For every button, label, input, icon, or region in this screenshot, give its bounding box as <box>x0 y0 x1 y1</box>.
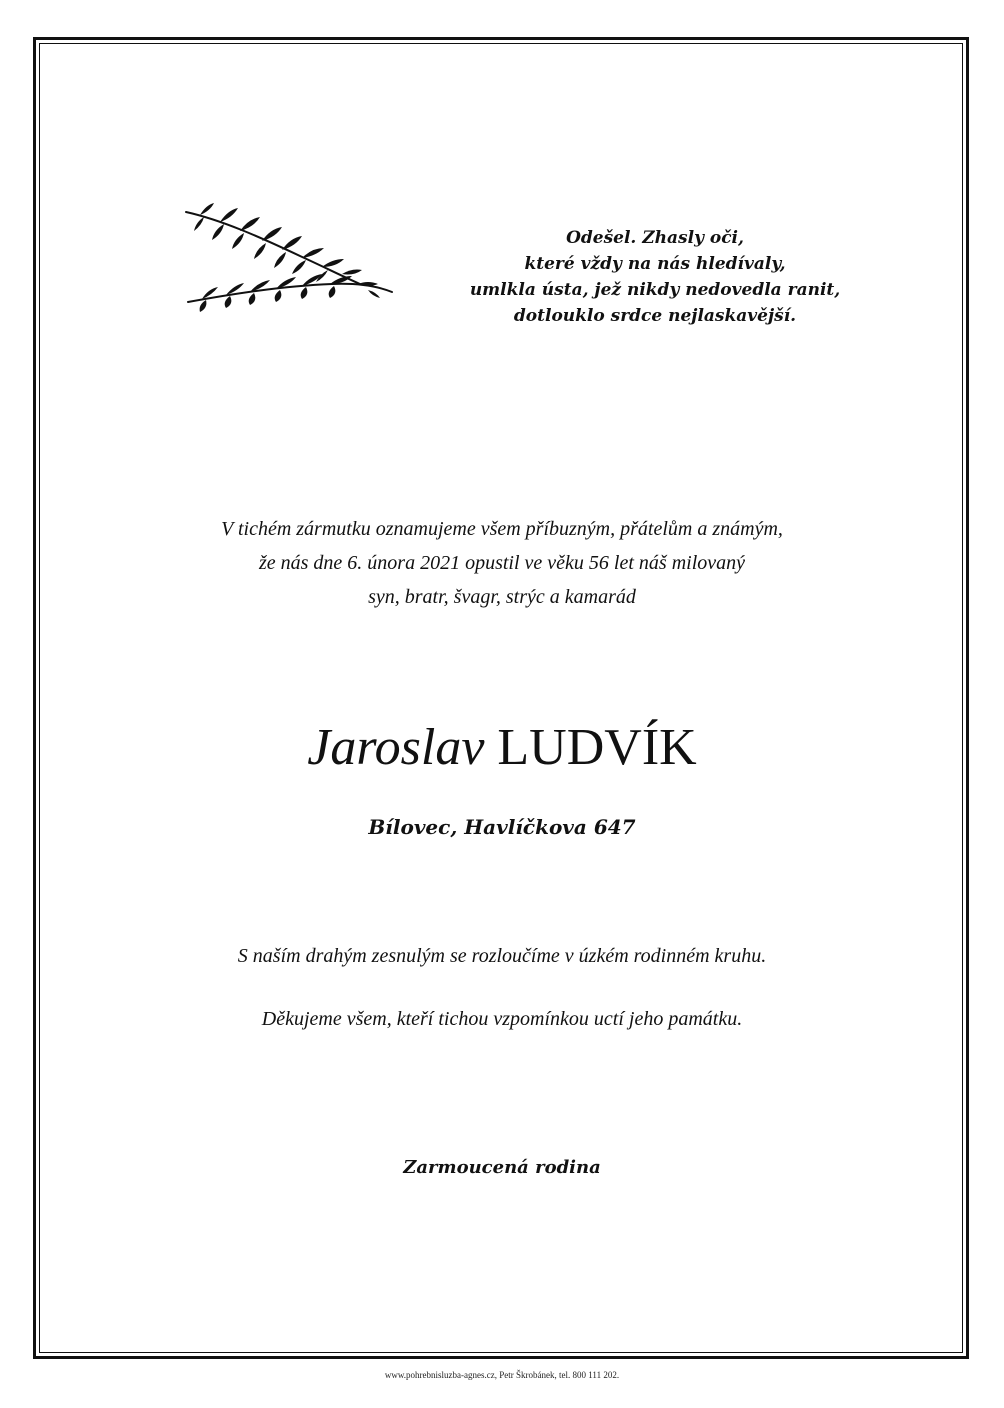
thanks-text: Děkujeme všem, kteří tichou vzpomínkou uctí jeho památku. <box>261 1008 743 1030</box>
funeral-service-footer: www.pohrebnisluzba-agnes.cz, Petr Škrobánek, tel. 800 111 202. <box>384 1370 620 1380</box>
deceased-first-name: Jaroslav <box>307 719 485 776</box>
motto-line: které vždy na nás hledívaly, <box>524 254 786 274</box>
deceased-name <box>80 712 924 784</box>
olive-branch-icon <box>182 200 396 312</box>
announcement-line: syn, bratr, švagr, strýc a kamarád <box>368 586 636 608</box>
motto-line: Odešel. Zhasly oči, <box>566 228 744 248</box>
announcement-text <box>80 512 924 614</box>
farewell-text: S naším drahým zesnulým se rozloučíme v úzkém rodinném kruhu. <box>237 945 767 967</box>
announcement-line: že nás dne 6. února 2021 opustil ve věku 56 let náš milovaný <box>258 552 746 574</box>
deceased-address: Bílovec, Havlíčkova 647 <box>368 815 636 839</box>
deceased-last-name: LUDVÍK <box>497 719 697 776</box>
announcement-line: V tichém zármutku oznamujeme všem příbuzným, přátelům a známým, <box>221 518 783 540</box>
family-signature: Zarmoucená rodina <box>403 1157 601 1178</box>
motto-line: umlkla ústa, jež nikdy nedovedla ranit, <box>469 280 841 300</box>
motto-verse <box>445 225 865 329</box>
motto-line: dotlouklo srdce nejlaskavější. <box>513 306 797 326</box>
